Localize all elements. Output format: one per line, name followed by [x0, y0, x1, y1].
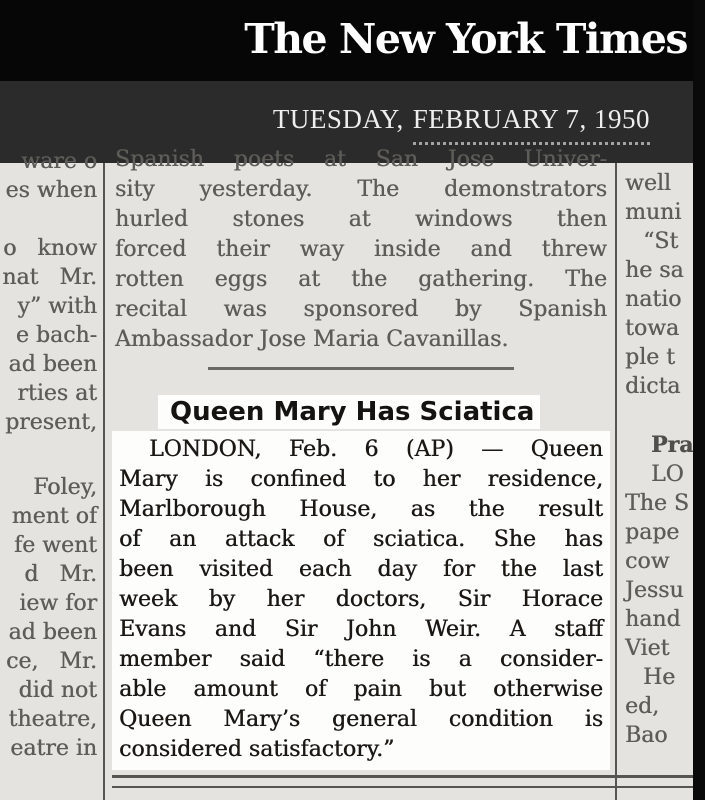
newsprint-line: he sa [625, 258, 684, 283]
spacer [625, 401, 705, 431]
newsprint-line: present, [5, 410, 97, 435]
newsprint-line: nat Mr. [2, 265, 97, 290]
spacer [0, 437, 97, 473]
article-separator-rule [208, 367, 514, 370]
top-story [112, 145, 610, 355]
article-line: Queen Mary’s general condition is [119, 707, 603, 732]
newsprint-line: pape [625, 520, 680, 545]
newsprint-line: dicta [625, 374, 681, 399]
masthead-bar [0, 0, 693, 81]
section-divider-rule [112, 775, 693, 788]
newsprint-line: d Mr. [24, 562, 97, 587]
newsprint-line: Viet [625, 636, 670, 661]
newsprint-line: Pra [651, 432, 694, 458]
article-line: Marlborough House, as the result [119, 497, 603, 522]
newsprint-line: theatre, [8, 707, 97, 732]
spacer [0, 205, 97, 234]
newsprint-line: es when [5, 178, 97, 203]
nyt-logo[interactable]: The New York Times [244, 15, 687, 63]
newsprint-line: Foley, [33, 475, 97, 500]
newsprint-line: rties at [17, 381, 97, 406]
right-column-fragments [625, 163, 705, 750]
newsprint-line: towa [625, 316, 680, 341]
newsprint-line: rotten eggs at the gathering. The [115, 267, 607, 292]
newsprint-line: did not [18, 678, 97, 703]
newsprint-line: He [643, 665, 676, 690]
newsprint-line: eatre in [10, 736, 97, 761]
center-column [112, 147, 610, 770]
newsprint-line: Jessu [625, 578, 684, 603]
newsprint-line: ed, [625, 694, 660, 719]
newsprint-line: y” with [17, 294, 97, 319]
newsprint-line: “St [643, 229, 679, 254]
newsprint-line: o know [3, 236, 97, 261]
newsprint-line: cow [625, 549, 670, 574]
newsprint-line: Ambassador Jose Maria Cavanillas. [115, 327, 509, 352]
article-line: week by her doctors, Sir Horace [119, 587, 603, 612]
newsprint-line: recital was sponsored by Spanish [115, 297, 607, 322]
article-line: Mary is confined to her residence, [119, 467, 603, 492]
newsprint-line: well [625, 171, 671, 196]
column-rule-left [103, 163, 105, 800]
newsprint-line: ware o [21, 149, 97, 174]
newsprint-line: ce, Mr. [6, 649, 97, 674]
newsprint-line: natio [625, 287, 682, 312]
date-link[interactable]: FEBRUARY 7, 1950 [413, 104, 650, 145]
article-line: able amount of pain but otherwise [119, 677, 603, 702]
newsprint-line: ad been [8, 620, 97, 645]
newsprint-line: muni [625, 200, 682, 225]
newsprint-line: iew for [19, 591, 97, 616]
date-day-label: TUESDAY, [272, 104, 404, 134]
newsprint-line: fe went [13, 533, 97, 558]
article-line: member said “there is a consider- [119, 647, 603, 672]
newsprint-line: e bach- [15, 323, 97, 348]
newsprint-line: forced their way inside and threw [115, 237, 607, 262]
article-line: considered satisfactory.” [119, 737, 395, 762]
article-line: LONDON, Feb. 6 (AP) — Queen [149, 437, 603, 462]
newsprint-line: Spanish poets at San Jose Univer- [115, 147, 607, 172]
newsprint-line: LO [651, 462, 684, 487]
newsprint-line: ad been [8, 352, 97, 377]
newsprint-line: sity yesterday. The demonstrators [115, 177, 607, 202]
column-rule-right [615, 163, 617, 800]
newspaper-clipping [0, 147, 694, 800]
newsprint-line: The S [625, 491, 689, 516]
highlighted-article [112, 431, 610, 770]
article-line: of an attack of sciatica. She has [119, 527, 603, 552]
left-column-fragments [0, 149, 97, 763]
newsprint-line: Bao [625, 723, 668, 748]
article-line: Evans and Sir John Weir. A staff [119, 617, 603, 642]
newsprint-line: ment of [11, 504, 97, 529]
newsprint-line: ple t [625, 345, 675, 370]
newsprint-line: hand [625, 607, 681, 632]
article-headline: Queen Mary Has Sciatica [158, 395, 540, 429]
article-line: been visited each day for the last [119, 557, 603, 582]
newsprint-line: hurled stones at windows then [115, 207, 607, 232]
